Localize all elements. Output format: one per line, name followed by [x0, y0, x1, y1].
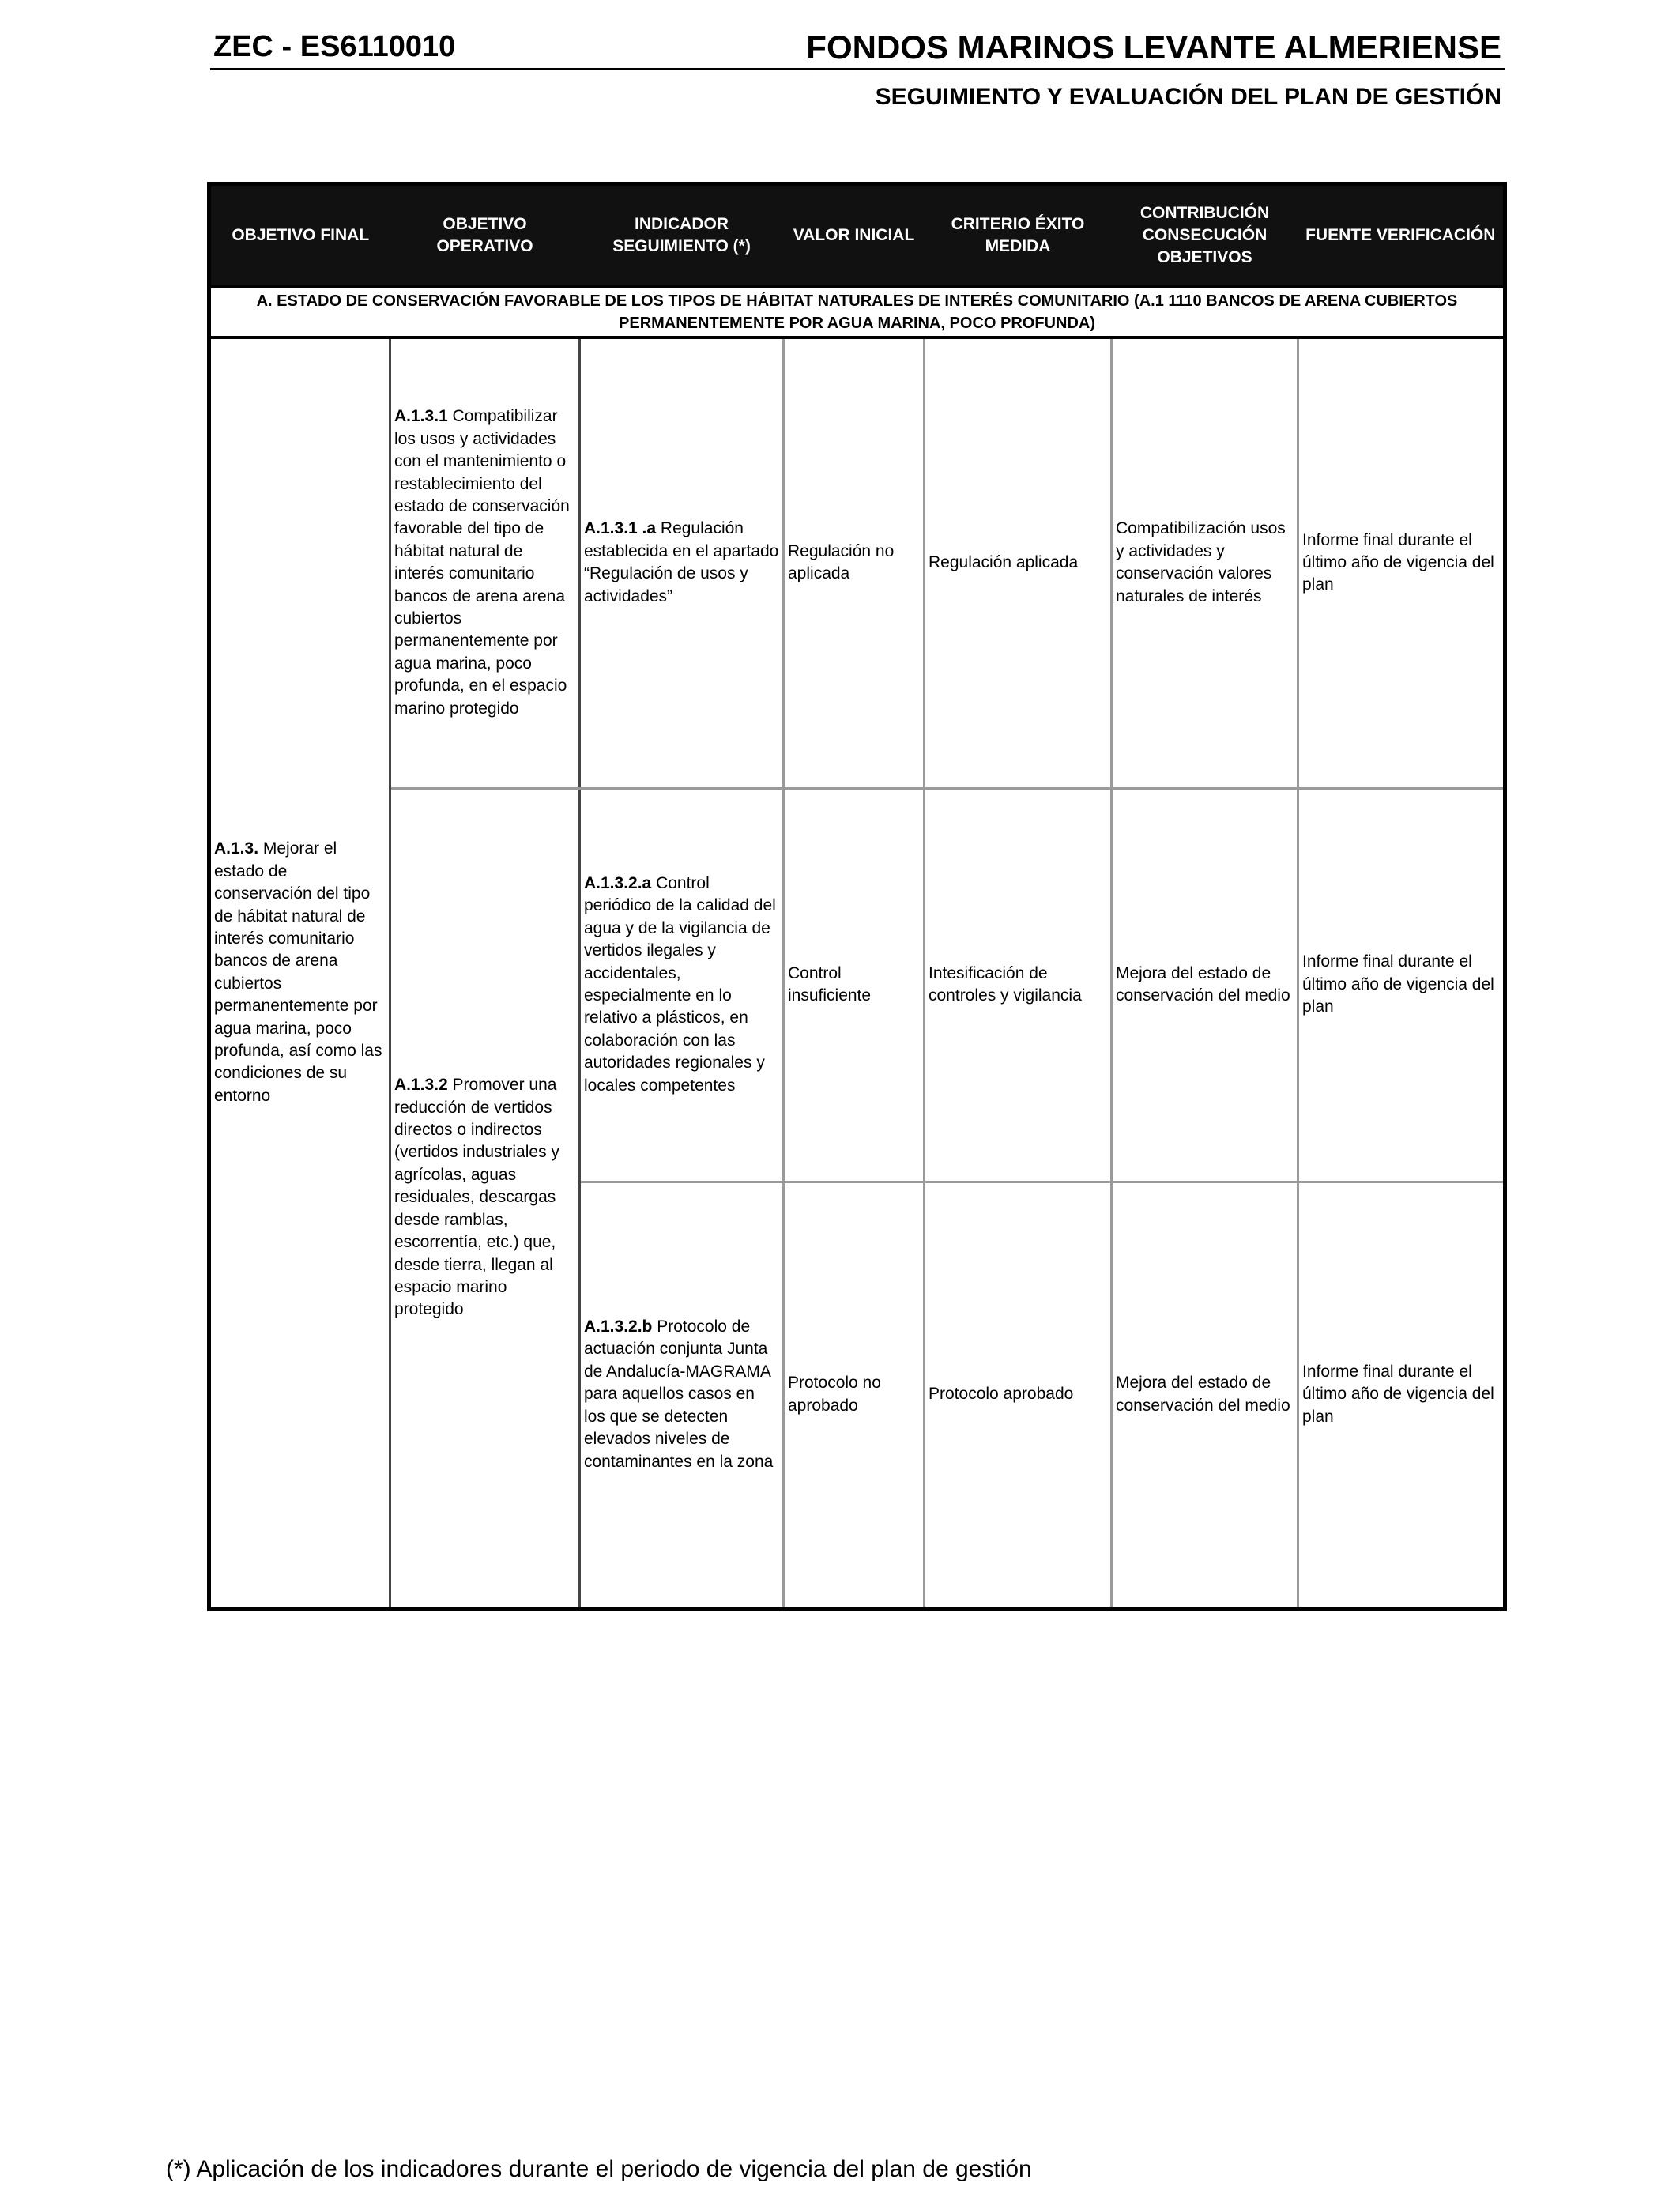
contribution-cell: Mejora del estado de conservación del medio: [1112, 1182, 1298, 1608]
operational-objective-text: Promover una reducción de vertidos directos o indirectos (vertidos industriales y agrícolas, aguas residuales, descargas desde ramblas, escorrentía, etc.) que, desde tierra, llegan al espacio marino protegido: [394, 1076, 559, 1319]
initial-value-cell: Control insuficiente: [784, 788, 925, 1182]
footnote: (*) Aplicación de los indicadores durante el periodo de vigencia del plan de gestión: [166, 2156, 1032, 2182]
indicator-code: A.1.3.2.b: [584, 1318, 653, 1336]
operational-objective-cell: [390, 337, 580, 788]
operational-objective-cell: [390, 788, 580, 1608]
col-header-indicador: INDICADOR SEGUIMIENTO (*): [580, 184, 784, 288]
success-criterion-cell: Regulación aplicada: [925, 337, 1112, 788]
header-divider: [210, 68, 1505, 70]
indicator-cell: [580, 1182, 784, 1608]
success-criterion-cell: Intesificación de controles y vigilancia: [925, 788, 1112, 1182]
initial-value-cell: Regulación no aplicada: [784, 337, 925, 788]
document-code: ZEC - ES6110010: [213, 30, 456, 63]
indicator-code: A.1.3.1 .a: [584, 519, 657, 538]
table-row: [209, 337, 1505, 788]
col-header-contribucion: CONTRIBUCIÓN CONSECUCIÓN OBJETIVOS: [1112, 184, 1298, 288]
indicator-cell: [580, 337, 784, 788]
operational-objective-code: A.1.3.2: [394, 1076, 448, 1095]
monitoring-table: [207, 182, 1507, 1611]
final-objective-text: Mejorar el estado de conservación del tipo de hábitat natural de interés comunitario bancos de arena cubiertos permanentemente por agua marina, poco profunda, así como las condiciones de su entorno: [214, 839, 382, 1105]
col-header-fuente: FUENTE VERIFICACIÓN: [1298, 184, 1505, 288]
operational-objective-text: Compatibilizar los usos y actividades con el mantenimiento o restablecimiento del estado de conservación favorable del tipo de hábitat natural de interés comunitario bancos de arena arena cubiertos permanentemente por agua marina, poco profunda, en el espacio marino protegido: [394, 407, 570, 718]
verification-source-cell: Informe final durante el último año de vigencia del plan: [1298, 1182, 1505, 1608]
col-header-objetivo-operativo: OBJETIVO OPERATIVO: [390, 184, 580, 288]
col-header-objetivo-final: OBJETIVO FINAL: [209, 184, 390, 288]
section-row: [209, 287, 1505, 337]
contribution-cell: Compatibilización usos y actividades y conservación valores naturales de interés: [1112, 337, 1298, 788]
verification-source-cell: Informe final durante el último año de vigencia del plan: [1298, 788, 1505, 1182]
operational-objective-code: A.1.3.1: [394, 407, 448, 426]
indicator-cell: [580, 788, 784, 1182]
col-header-criterio: CRITERIO ÉXITO MEDIDA: [925, 184, 1112, 288]
table-row: [209, 788, 1505, 1182]
indicator-text: Protocolo de actuación conjunta Junta de Andalucía-MAGRAMA para aquellos casos en los que se detecten elevados niveles de contaminantes en la zona: [584, 1318, 774, 1471]
final-objective-code: A.1.3.: [214, 839, 259, 858]
col-header-valor-inicial: VALOR INICIAL: [784, 184, 925, 288]
indicator-text: Regulación establecida en el apartado “Regulación de usos y actividades”: [584, 519, 779, 605]
initial-value-cell: Protocolo no aprobado: [784, 1182, 925, 1608]
document-title: FONDOS MARINOS LEVANTE ALMERIENSE: [806, 28, 1501, 66]
table-header-row: [209, 184, 1505, 288]
verification-source-cell: Informe final durante el último año de vigencia del plan: [1298, 337, 1505, 788]
indicator-code: A.1.3.2.a: [584, 873, 652, 892]
document-subtitle: SEGUIMIENTO Y EVALUACIÓN DEL PLAN DE GESTIÓN: [875, 84, 1501, 110]
success-criterion-cell: Protocolo aprobado: [925, 1182, 1112, 1608]
indicator-text: Control periódico de la calidad del agua y de la vigilancia de vertidos ilegales y accidentales, especialmente en lo relativo a plásticos, en colaboración con las autoridades regionales y locales competentes: [584, 873, 776, 1095]
final-objective-cell: [209, 337, 390, 1608]
section-title: A. ESTADO DE CONSERVACIÓN FAVORABLE DE LOS TIPOS DE HÁBITAT NATURALES DE INTERÉS COMUNITARIO (A.1 1110 BANCOS DE ARENA CUBIERTOS PERMANENTEMENTE POR AGUA MARINA, POCO PROFUNDA): [209, 287, 1505, 337]
contribution-cell: Mejora del estado de conservación del medio: [1112, 788, 1298, 1182]
